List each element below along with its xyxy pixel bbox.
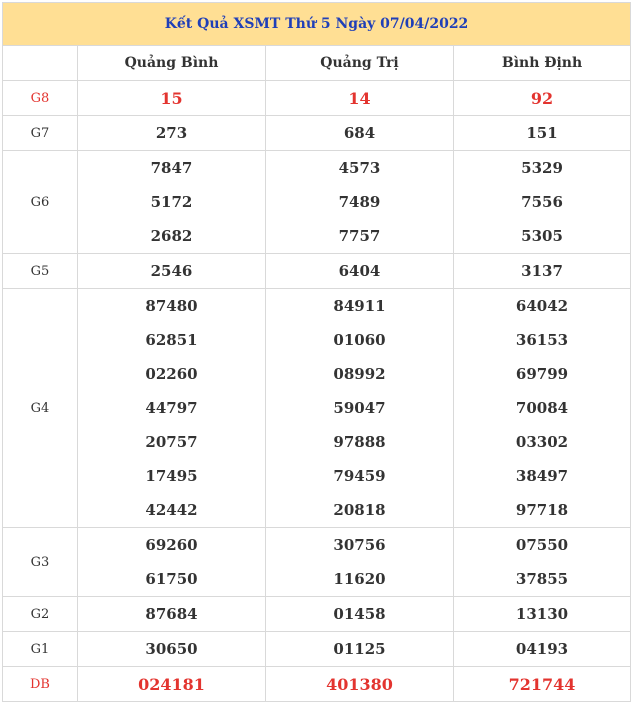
prize-number: 69799 [454, 357, 631, 391]
prize-number: 61750 [78, 562, 266, 597]
prize-number: 70084 [454, 391, 631, 425]
table-row [3, 528, 631, 563]
prize-number: 5172 [78, 185, 266, 219]
prize-number: 401380 [266, 667, 454, 702]
prize-number: 5305 [454, 219, 631, 254]
prize-number: 87480 [78, 289, 266, 324]
header-province-3: Bình Định [454, 46, 631, 81]
table-row [3, 597, 631, 632]
prize-number: 7847 [78, 151, 266, 186]
prize-label-g8: G8 [3, 81, 78, 116]
prize-label-g4: G4 [3, 289, 78, 528]
prize-number: 42442 [78, 493, 266, 528]
prize-number: 2546 [78, 254, 266, 289]
prize-number: 4573 [266, 151, 454, 186]
table-title: Kết Quả XSMT Thứ 5 Ngày 07/04/2022 [3, 3, 631, 46]
prize-number: 79459 [266, 459, 454, 493]
prize-number: 01060 [266, 323, 454, 357]
prize-number: 04193 [454, 632, 631, 667]
prize-number: 30650 [78, 632, 266, 667]
prize-number: 07550 [454, 528, 631, 563]
prize-number: 37855 [454, 562, 631, 597]
table-row [3, 185, 631, 219]
prize-number: 62851 [78, 323, 266, 357]
table-row [3, 493, 631, 528]
table-row [3, 254, 631, 289]
table-row [3, 632, 631, 667]
title-row [3, 3, 631, 46]
prize-number: 6404 [266, 254, 454, 289]
prize-number: 7489 [266, 185, 454, 219]
table-row [3, 323, 631, 357]
prize-number: 7556 [454, 185, 631, 219]
prize-number: 14 [266, 81, 454, 116]
header-province-2: Quảng Trị [266, 46, 454, 81]
prize-number: 64042 [454, 289, 631, 324]
prize-number: 2682 [78, 219, 266, 254]
prize-number: 273 [78, 116, 266, 151]
table-row [3, 219, 631, 254]
table-row [3, 667, 631, 702]
table-row [3, 81, 631, 116]
table-row [3, 357, 631, 391]
prize-number: 87684 [78, 597, 266, 632]
table-row [3, 289, 631, 324]
table-row [3, 391, 631, 425]
prize-label-db: DB [3, 667, 78, 702]
results-table-container [2, 2, 630, 702]
prize-number: 13130 [454, 597, 631, 632]
prize-number: 97718 [454, 493, 631, 528]
prize-number: 151 [454, 116, 631, 151]
prize-number: 01458 [266, 597, 454, 632]
prize-number: 01125 [266, 632, 454, 667]
prize-number: 5329 [454, 151, 631, 186]
prize-number: 84911 [266, 289, 454, 324]
prize-number: 59047 [266, 391, 454, 425]
prize-number: 36153 [454, 323, 631, 357]
prize-label-g3: G3 [3, 528, 78, 597]
prize-number: 44797 [78, 391, 266, 425]
prize-label-g6: G6 [3, 151, 78, 254]
table-row [3, 151, 631, 186]
prize-label-g5: G5 [3, 254, 78, 289]
prize-number: 97888 [266, 425, 454, 459]
table-row [3, 459, 631, 493]
prize-number: 684 [266, 116, 454, 151]
prize-number: 03302 [454, 425, 631, 459]
table-row [3, 116, 631, 151]
lottery-results-table [2, 2, 631, 702]
prize-label-g1: G1 [3, 632, 78, 667]
prize-number: 08992 [266, 357, 454, 391]
prize-number: 30756 [266, 528, 454, 563]
prize-number: 721744 [454, 667, 631, 702]
header-row [3, 46, 631, 81]
prize-number: 3137 [454, 254, 631, 289]
prize-number: 20818 [266, 493, 454, 528]
prize-number: 7757 [266, 219, 454, 254]
prize-label-g7: G7 [3, 116, 78, 151]
table-row [3, 562, 631, 597]
prize-number: 11620 [266, 562, 454, 597]
header-empty-cell [3, 46, 78, 81]
table-row [3, 425, 631, 459]
prize-number: 92 [454, 81, 631, 116]
header-province-1: Quảng Bình [78, 46, 266, 81]
prize-table-body [3, 81, 631, 702]
prize-number: 17495 [78, 459, 266, 493]
prize-number: 20757 [78, 425, 266, 459]
prize-number: 38497 [454, 459, 631, 493]
prize-number: 69260 [78, 528, 266, 563]
prize-number: 15 [78, 81, 266, 116]
prize-label-g2: G2 [3, 597, 78, 632]
prize-number: 024181 [78, 667, 266, 702]
prize-number: 02260 [78, 357, 266, 391]
